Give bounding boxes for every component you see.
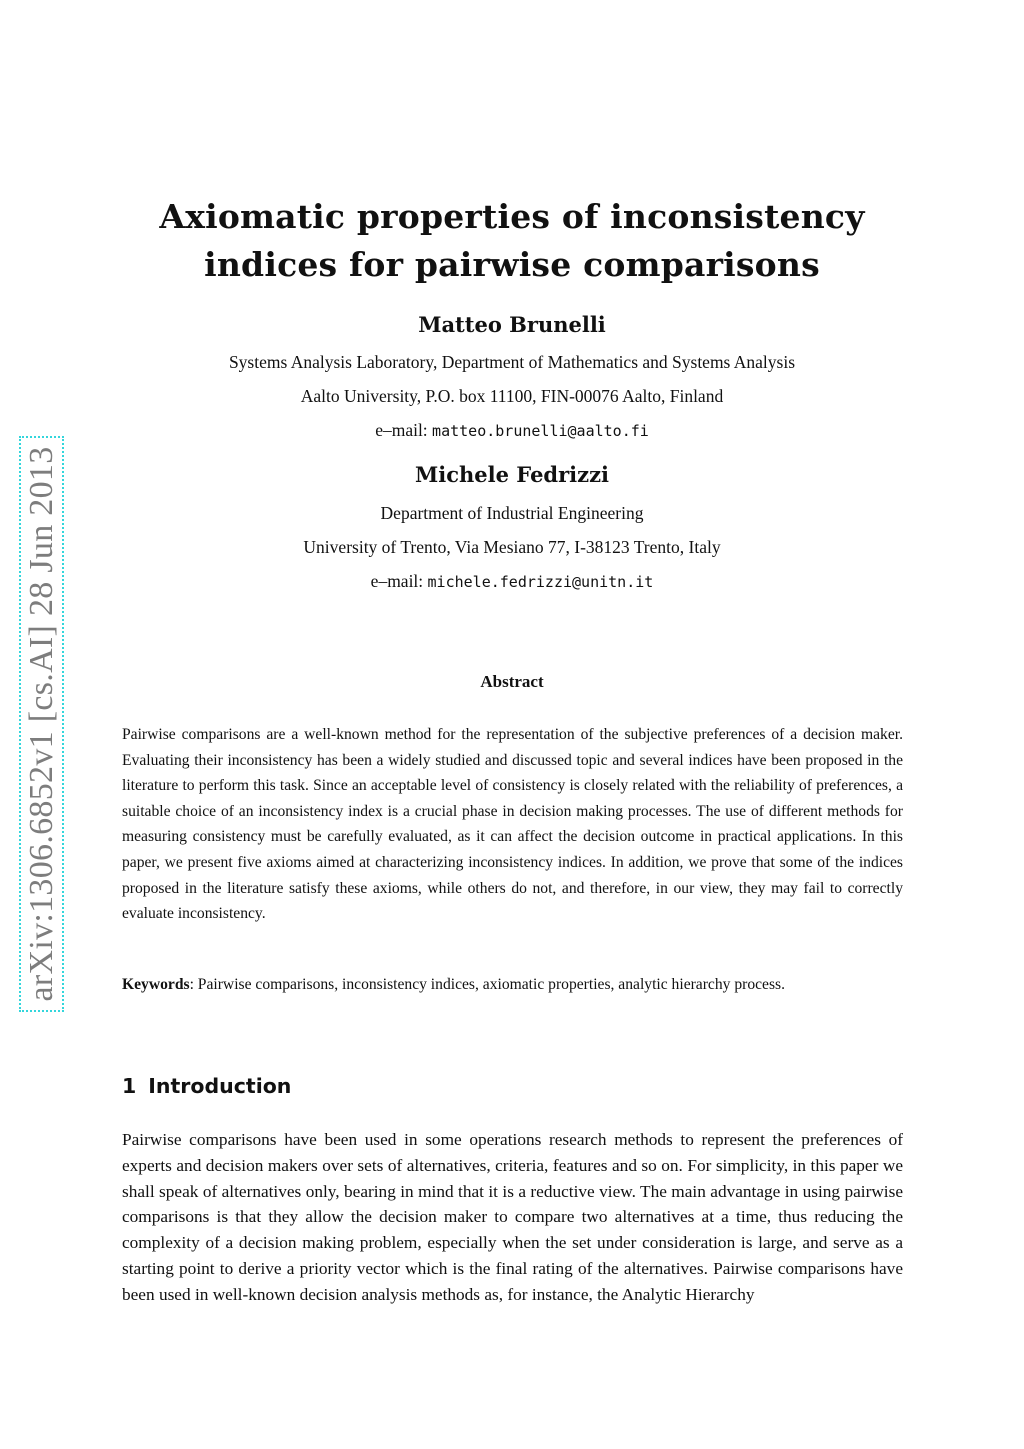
author-2-email-line [112,571,912,592]
abstract-text: Pairwise comparisons are a well-known method for the representation of the subjective preferences of a decision maker. Evaluating their inconsistency has been a widely studied and discussed topic and several indices have been proposed in the literature to perform this task. Since an acceptable level of consistency is closely related with the reliability of preferences, a suitable choice of an inconsistency index is a crucial phase in decision making processes. The use of different methods for measuring consistency must be carefully evaluated, as it can affect the decision outcome in practical applications. In this paper, we present five axioms aimed at characterizing inconsistency indices. In addition, we prove that some of the indices proposed in the literature satisfy these axioms, while others do not, and therefore, in our view, they may fail to correctly evaluate inconsistency. [122,726,903,923]
section-title: Introduction [148,1074,292,1098]
abstract-heading: Abstract [480,672,544,691]
keywords-label: Keywords [122,976,190,993]
author-2-affiliation-line-1: Department of Industrial Engineering [380,503,644,523]
keywords-text: : Pairwise comparisons, inconsistency indices, axiomatic properties, analytic hierarchy process. [189,976,785,993]
author-1-affiliation-line-1: Systems Analysis Laboratory, Department of Mathematics and Systems Analysis [228,352,796,372]
author-1-email[interactable]: matteo.brunelli@aalto.fi [432,422,649,440]
section-number: 1 [122,1074,137,1098]
author-2-affiliation-line-2: University of Trento, Via Mesiano 77, I-38123 Trento, Italy [303,537,721,557]
author-1-email-line [112,420,912,441]
author-2-email[interactable]: michele.fedrizzi@unitn.it [427,573,654,591]
author-1-affiliation-line-2: Aalto University, P.O. box 11100, FIN-00076 Aalto, Finland [300,386,724,406]
author-1-email-label: e–mail: [375,420,433,440]
title-line-2: indices for pairwise comparisons [204,245,820,284]
author-2-email-label: e–mail: [370,571,428,591]
section-heading-introduction [122,1074,291,1098]
introduction-text: Pairwise comparisons have been used in some operations research methods to represent the preferences of experts and decision makers over sets of alternatives, criteria, features and so on. For simplicity, in this paper we shall speak of alternatives only, bearing in mind that it is a reductive view. The main advantage in using pairwise comparisons is that they allow the decision maker to compare two alternatives at a time, thus reducing the complexity of a decision making problem, especially when the set under consideration is large, and serve as a starting point to derive a priority vector which is the final rating of the alternatives. Pairwise comparisons have been used in well-known decision analysis methods as, for instance, the Analytic Hierarchy [122,1130,903,1304]
author-name-2: Michele Fedrizzi [415,462,609,487]
paper-title [112,193,912,289]
arxiv-stamp [19,436,64,1012]
title-line-1: Axiomatic properties of inconsistency [159,197,865,236]
author-name-1: Matteo Brunelli [418,312,606,337]
arxiv-identifier: arXiv:1306.6852v1 [cs.AI] 28 Jun 2013 [22,446,60,1002]
keywords [122,972,903,998]
